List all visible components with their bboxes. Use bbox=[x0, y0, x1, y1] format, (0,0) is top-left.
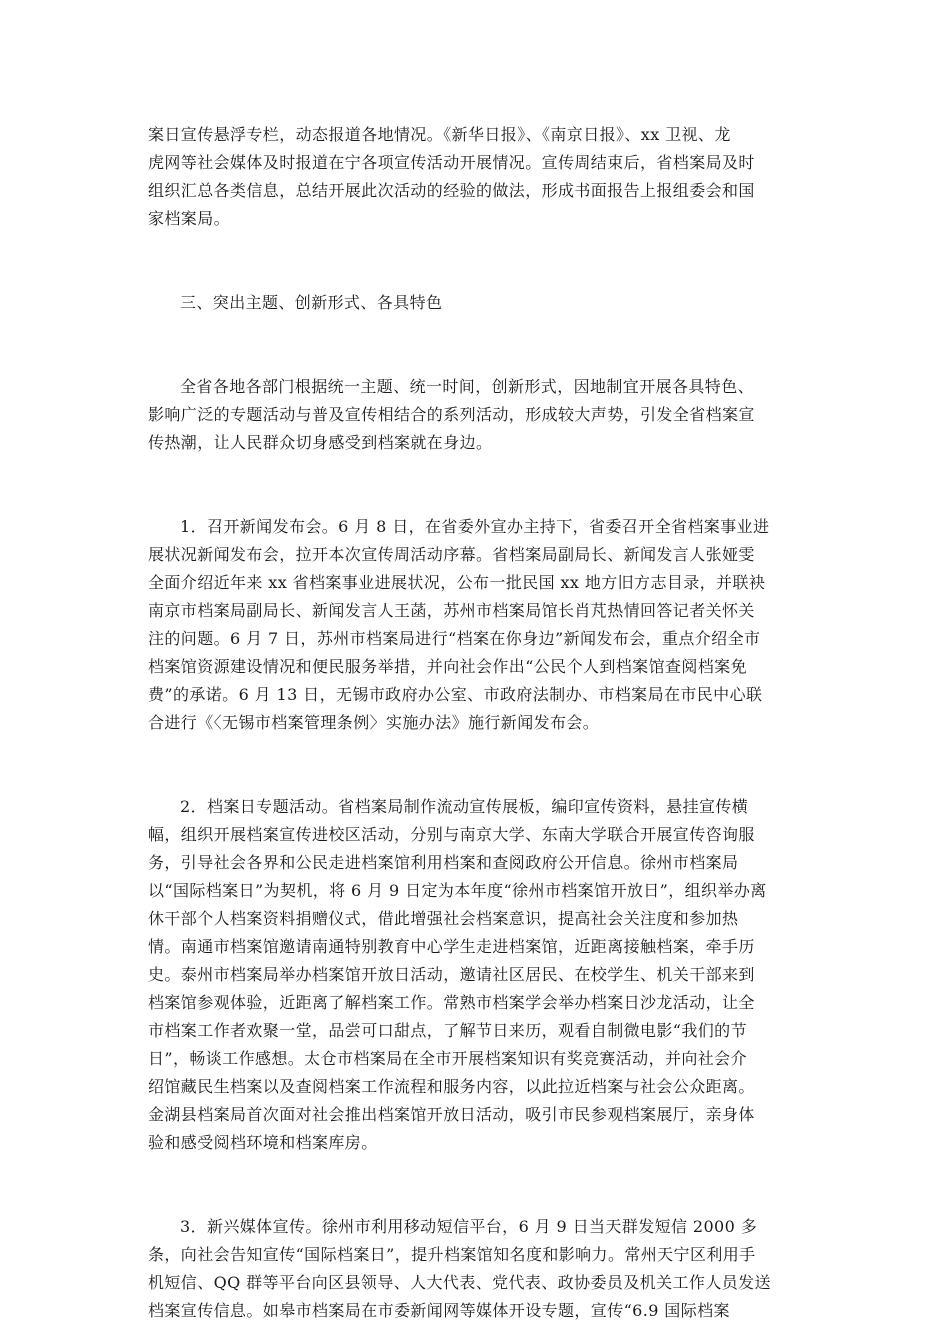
text-line: 史。泰州市档案局举办档案馆开放日活动，邀请社区居民、在校学生、机关干部来到 bbox=[148, 965, 755, 984]
paragraph-overview bbox=[148, 373, 804, 457]
text-line: 1．召开新闻发布会。6 月 8 日，在省委外宣办主持下，省委召开全省档案事业进 bbox=[180, 517, 770, 536]
text-line: 条，向社会告知宣传“国际档案日”，提升档案馆知名度和影响力。常州天宁区利用手 bbox=[148, 1245, 756, 1264]
text-line: 2．档案日专题活动。省档案局制作流动宣传展板，编印宣传资料，悬挂宣传横 bbox=[180, 797, 749, 816]
text-line: 情。南通市档案馆邀请南通特别教育中心学生走进档案馆，近距离接触档案，牵手历 bbox=[148, 937, 755, 956]
text-line: 幅，组织开展档案宣传进校区活动，分别与南京大学、东南大学联合开展宣传咨询服 bbox=[148, 825, 755, 844]
text-line: 合进行《〈无锡市档案管理条例〉实施办法》施行新闻发布会。 bbox=[148, 713, 600, 732]
text-line: 案日宣传悬浮专栏，动态报道各地情况。《新华日报》、《南京日报》、xx 卫视、龙 bbox=[148, 125, 731, 144]
text-line: 影响广泛的专题活动与普及宣传相结合的系列活动，形成较大声势，引发全省档案宣 bbox=[148, 405, 755, 424]
text-line: 验和感受阅档环境和档案库房。 bbox=[148, 1133, 378, 1152]
text-line: 注的问题。6 月 7 日，苏州市档案局进行“档案在你身边”新闻发布会，重点介绍全市 bbox=[148, 629, 761, 648]
text-line: 南京市档案局副局长、新闻发言人王菡，苏州市档案局馆长肖芃热情回答记者关怀关 bbox=[148, 601, 755, 620]
text-line: 休干部个人档案资料捐赠仪式，借此增强社会档案意识，提高社会关注度和参加热 bbox=[148, 909, 739, 928]
paragraph-press-conference bbox=[148, 513, 804, 737]
text-line: 档案宣传信息。如皋市档案局在市委新闻网等媒体开设专题，宣传“6.9 国际档案 bbox=[148, 1301, 730, 1320]
heading-text: 三、突出主题、创新形式、各具特色 bbox=[180, 293, 443, 312]
text-line: 日”，畅谈工作感想。太仓市档案局在全市开展档案知识有奖竞赛活动，并向社会介 bbox=[148, 1049, 747, 1068]
text-line: 3．新兴媒体宣传。徐州市利用移动短信平台，6 月 9 日当天群发短信 2000 多 bbox=[180, 1217, 758, 1236]
text-line: 绍馆藏民生档案以及查阅档案工作流程和服务内容，以此拉近档案与社会公众距离。 bbox=[148, 1077, 755, 1096]
text-line: 机短信、QQ 群等平台向区县领导、人大代表、党代表、政协委员及机关工作人员发送 bbox=[148, 1273, 771, 1292]
document-page bbox=[148, 121, 804, 1325]
text-line: 市档案工作者欢聚一堂，品尝可口甜点，了解节日来历，观看自制微电影“我们的节 bbox=[148, 1021, 747, 1040]
text-line: 全省各地各部门根据统一主题、统一时间，创新形式，因地制宜开展各具特色、 bbox=[180, 377, 755, 396]
text-line: 费”的承诺。6 月 13 日，无锡市政府办公室、市政府法制办、市档案局在市民中心联 bbox=[148, 685, 763, 704]
text-line: 以“国际档案日”为契机，将 6 月 9 日定为本年度“徐州市档案馆开放日”，组织举办离 bbox=[148, 881, 767, 900]
section-heading-3 bbox=[148, 289, 804, 317]
text-line: 展状况新闻发布会，拉开本次宣传周活动序幕。省档案局副局长、新闻发言人张娅雯 bbox=[148, 545, 755, 564]
text-line: 档案馆资源建设情况和便民服务举措，并向社会作出“公民个人到档案馆查阅档案免 bbox=[148, 657, 747, 676]
paragraph-media-coverage bbox=[148, 121, 804, 233]
paragraph-archive-day-activities bbox=[148, 793, 804, 1157]
text-line: 金湖县档案局首次面对社会推出档案馆开放日活动，吸引市民参观档案展厅，亲身体 bbox=[148, 1105, 755, 1124]
text-line: 组织汇总各类信息，总结开展此次活动的经验的做法，形成书面报告上报组委会和国 bbox=[148, 181, 755, 200]
text-line: 家档案局。 bbox=[148, 209, 231, 228]
text-line: 虎网等社会媒体及时报道在宁各项宣传活动开展情况。宣传周结束后，省档案局及时 bbox=[148, 153, 755, 172]
text-line: 务，引导社会各界和公民走进档案馆利用档案和查阅政府公开信息。徐州市档案局 bbox=[148, 853, 739, 872]
text-line: 传热潮，让人民群众切身感受到档案就在身边。 bbox=[148, 433, 493, 452]
text-line: 档案馆参观体验，近距离了解档案工作。常熟市档案学会举办档案日沙龙活动，让全 bbox=[148, 993, 755, 1012]
paragraph-new-media bbox=[148, 1213, 804, 1325]
text-line: 全面介绍近年来 xx 省档案事业进展状况，公布一批民国 xx 地方旧方志目录，并联袂 bbox=[148, 573, 766, 592]
